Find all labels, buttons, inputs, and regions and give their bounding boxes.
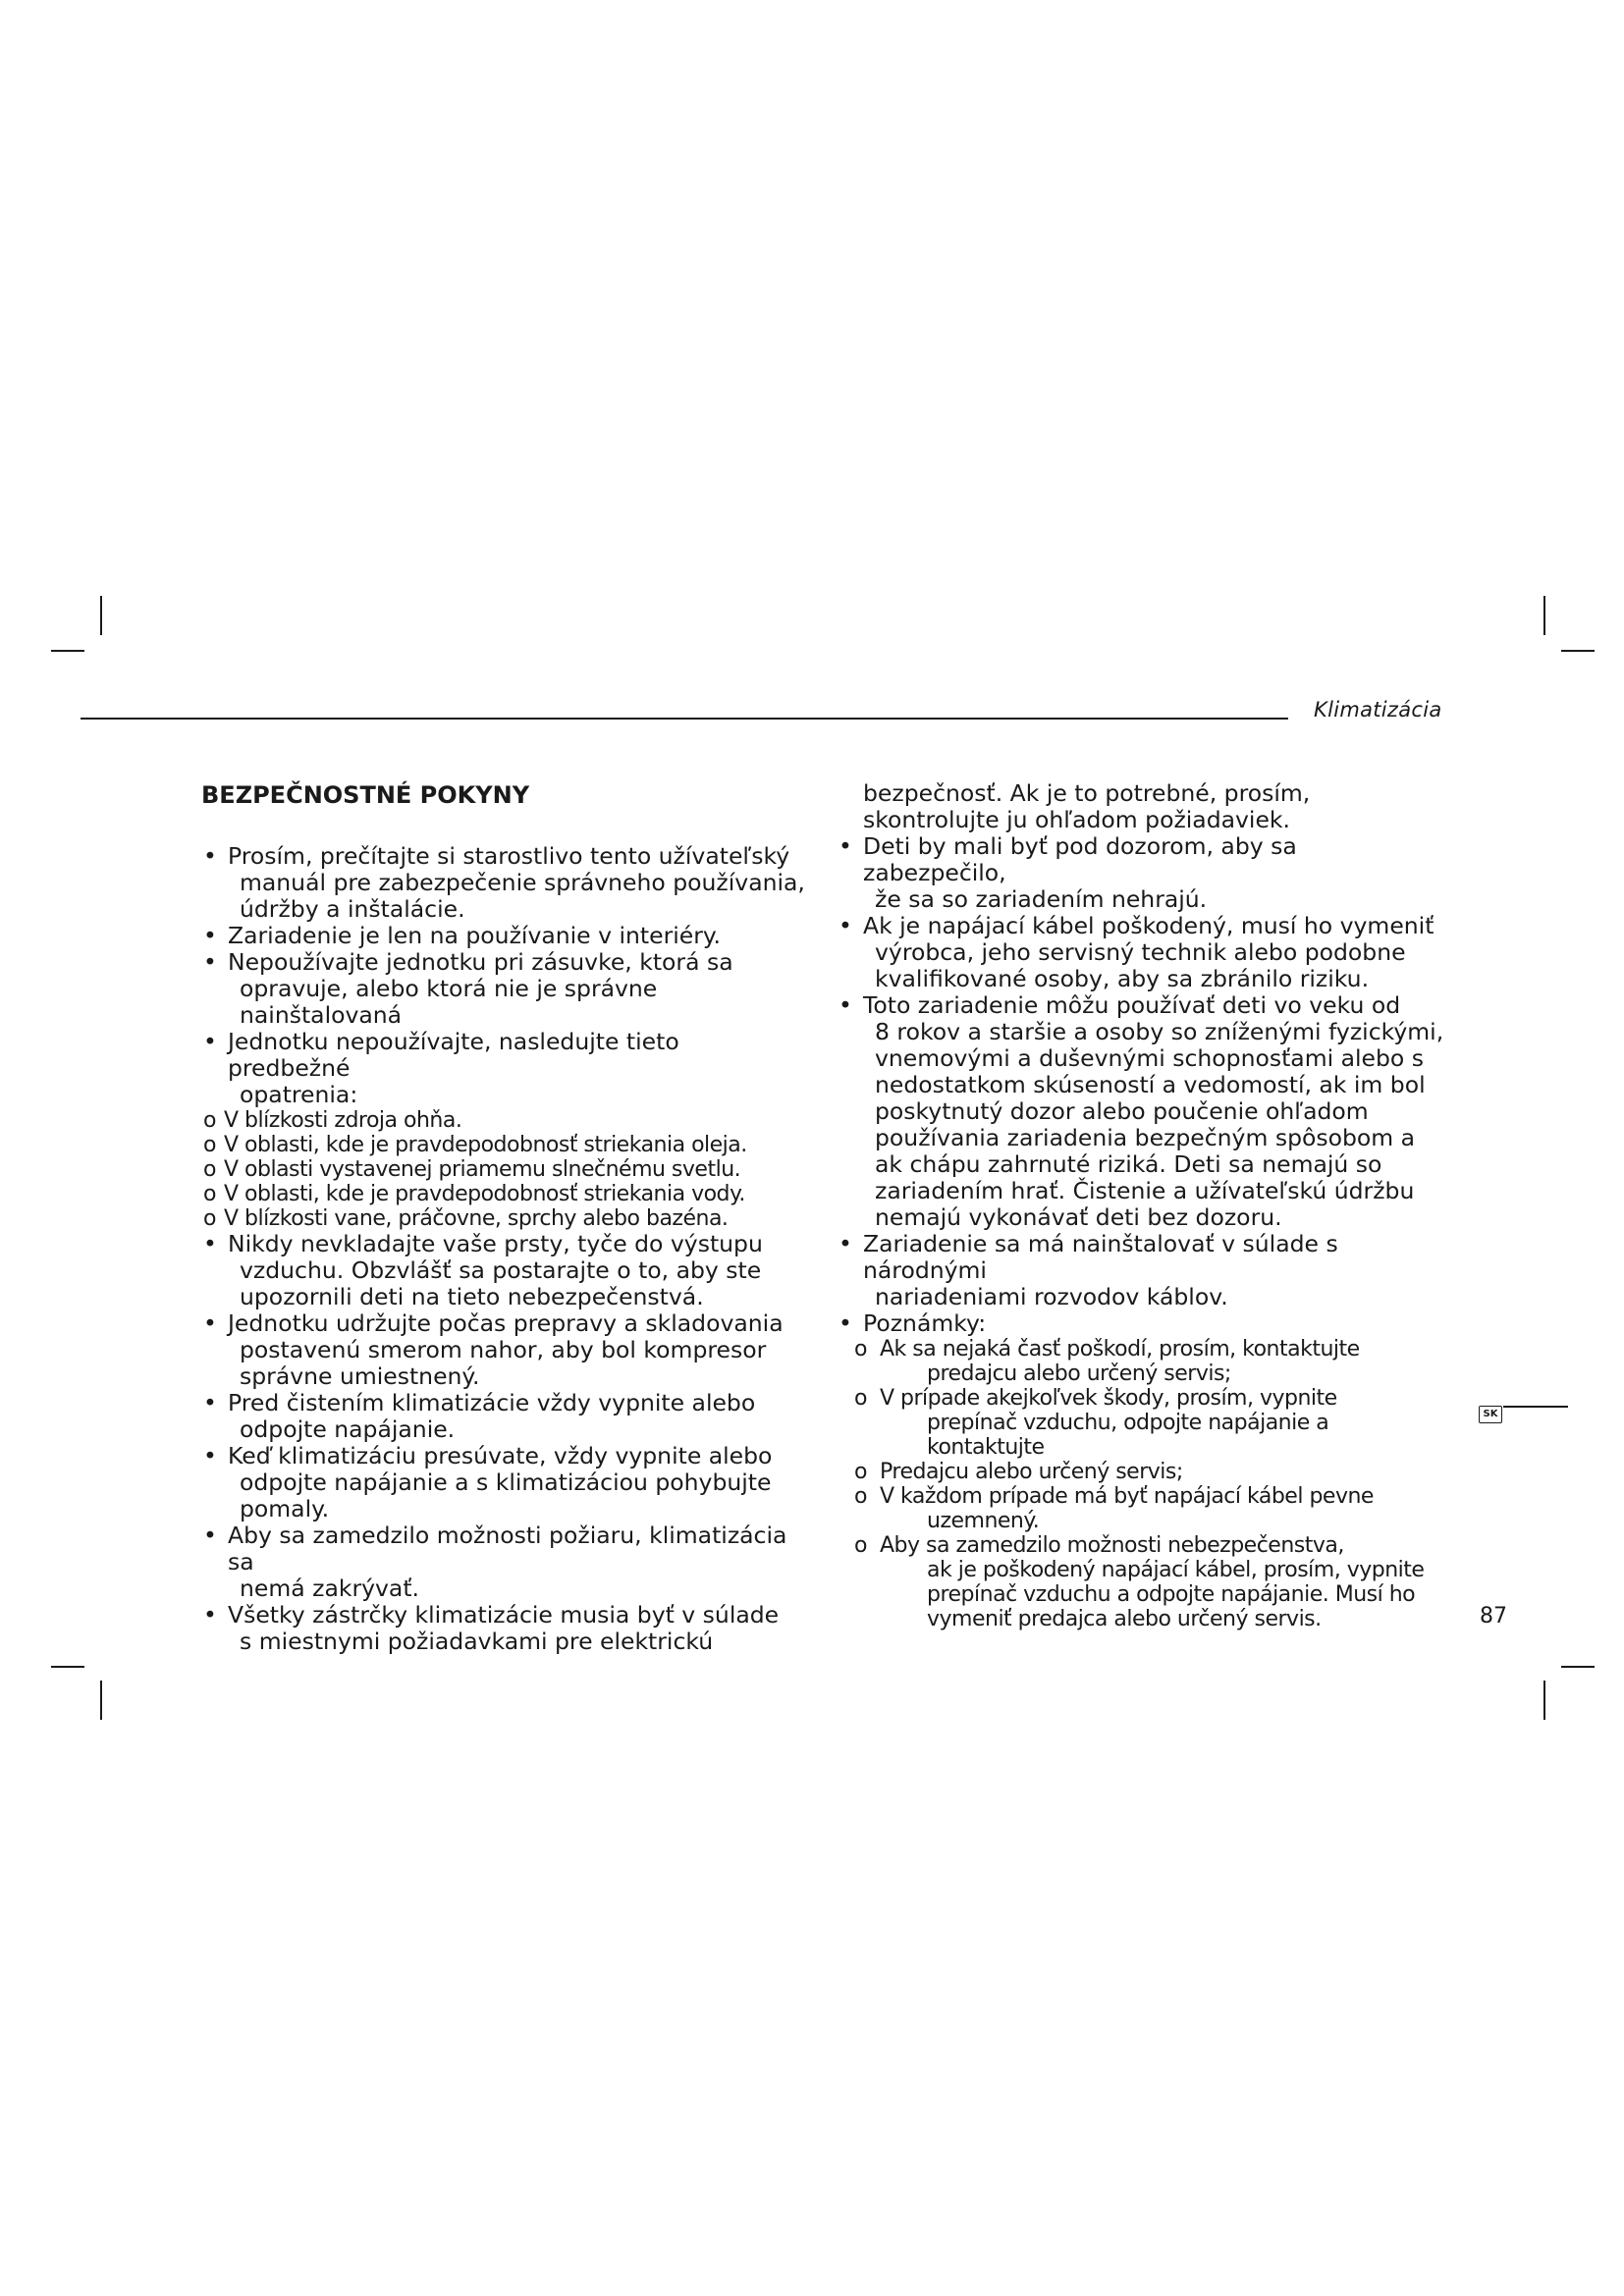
sub-bullet-marker: o (203, 1157, 217, 1182)
list-item-continuation: odpojte napájanie. (240, 1415, 456, 1443)
list-item-text: V blízkosti zdroja ohňa. (224, 1108, 462, 1133)
list-item (201, 923, 805, 949)
sub-bullet-marker: o (854, 1337, 868, 1362)
list-item-text: Nikdy nevkladajte vaše prsty, tyče do výstupu (228, 1230, 763, 1257)
list-item-continuation: predajcu alebo určený servis; (927, 1362, 1231, 1386)
crop-mark (1561, 650, 1595, 652)
list-item-text: V každom prípade má byť napájací kábel pevne (880, 1484, 1374, 1509)
list-item-continuation: postavenú smerom nahor, aby bol kompresor správne umiestnený. (240, 1336, 767, 1390)
crop-mark (1543, 596, 1545, 635)
bullet-marker: • (203, 1230, 217, 1257)
list-item-text: V prípade akejkoľvek škody, prosím, vypnite (880, 1386, 1337, 1411)
list-item-text: Pred čistením klimatizácie vždy vypnite alebo (228, 1389, 756, 1416)
sub-list-item (201, 1157, 805, 1182)
bullet-marker: • (839, 912, 852, 939)
bullet-marker: • (203, 1601, 217, 1629)
list-item-text: Jednotku nepoužívajte, nasledujte tieto predbežné (228, 1028, 679, 1082)
sub-bullet-marker: o (203, 1133, 217, 1157)
list-item-continuation: ak je poškodený napájací kábel, prosím, vypnite prepínač vzduchu a odpojte napájanie. Musí ho vymeniť predajca alebo určený servis. (927, 1558, 1425, 1631)
sub-list-item (837, 1386, 1445, 1460)
list-item (201, 1602, 805, 1655)
list-item-text: Zariadenie sa má nainštalovať v súlade s národnými (863, 1230, 1338, 1284)
bullet-marker: • (203, 1442, 217, 1469)
sub-bullet-marker: o (854, 1484, 868, 1509)
language-tab: SK (1479, 1406, 1502, 1423)
sub-list-item (837, 1460, 1445, 1484)
crop-mark (1543, 1681, 1545, 1720)
bullet-marker: • (839, 1230, 852, 1257)
list-item-text: V oblasti, kde je pravdepodobnosť striekania oleja. (224, 1133, 747, 1157)
list-item-continuation: uzemnený. (927, 1509, 1040, 1533)
list-item (201, 1390, 805, 1443)
list-item-continuation: nemá zakrývať. (240, 1575, 420, 1602)
list-item (201, 843, 805, 923)
list-item-continuation: s miestnymi požiadavkami pre elektrickú (240, 1628, 714, 1655)
list-item-continuation: opatrenia: (240, 1081, 358, 1108)
sub-bullet-marker: o (203, 1108, 217, 1133)
bullet-marker: • (203, 922, 217, 949)
list-item-text: Všetky zástrčky klimatizácie musia byť v súlade (228, 1601, 780, 1629)
sub-bullet-marker: o (203, 1182, 217, 1206)
list-item-continuation: že sa so zariadením nehrajú. (875, 885, 1208, 913)
list-item (201, 1443, 805, 1522)
list-item (837, 1231, 1445, 1310)
list-item-text: Nepoužívajte jednotku pri zásuvke, ktorá sa (228, 948, 733, 976)
crop-mark (100, 1681, 102, 1720)
list-item-text: Jednotku udržujte počas prepravy a skladovania (228, 1309, 784, 1337)
sub-list-item (837, 1484, 1445, 1533)
list-item (837, 913, 1445, 992)
list-item-text: Prosím, prečítajte si starostlivo tento užívateľský (228, 842, 790, 870)
bullet-marker: • (203, 1389, 217, 1416)
list-item-text: V oblasti vystavenej priamemu slnečnému svetlu. (224, 1157, 741, 1182)
language-tab-line (1503, 1406, 1568, 1408)
list-item (837, 992, 1445, 1231)
sub-bullet-marker: o (854, 1460, 868, 1484)
bullet-marker: • (203, 1309, 217, 1337)
bullet-marker: • (203, 1522, 217, 1549)
list-item-text: Keď klimatizáciu presúvate, vždy vypnite alebo (228, 1442, 773, 1469)
list-item-text: Poznámky: (863, 1309, 987, 1337)
right-column (837, 780, 1445, 1631)
list-item (201, 1310, 805, 1390)
bullet-marker: • (839, 1309, 852, 1337)
list-item-text: Ak je napájací kábel poškodený, musí ho vymeniť (863, 912, 1435, 939)
list-item-text: Predajcu alebo určený servis; (880, 1460, 1183, 1484)
sub-list-item (201, 1133, 805, 1157)
running-header-title: Klimatizácia (1314, 698, 1442, 721)
list-item (201, 1029, 805, 1108)
list-item-text: Toto zariadenie môžu používať deti vo veku od (863, 991, 1401, 1019)
bullet-marker: • (203, 948, 217, 976)
sub-list-item (201, 1206, 805, 1231)
crop-mark (51, 1666, 84, 1668)
crop-mark (51, 650, 84, 652)
safety-list-left (201, 843, 805, 1655)
list-item-continuation: 8 rokov a staršie a osoby so zníženými fyzickými, vnemovými a duševnými schopnosťami alebo s nedostatkom skúseností a vedomostí, ak im bol poskytnutý dozor alebo poučenie ohľadom používania zariadenia bezpečným spôsobom a ak chápu zahrnuté riziká. Deti sa nemajú so zariadením hrať. Čistenie a užívateľskú údržbu nemajú vykonávať deti bez dozoru. (875, 1018, 1444, 1231)
bullet-marker: • (203, 842, 217, 870)
list-item-text: Deti by mali byť pod dozorom, aby sa zabezpečilo, (863, 832, 1297, 886)
bullet-marker: • (203, 1028, 217, 1055)
list-item-text: Zariadenie je len na používanie v interiéry. (228, 922, 721, 949)
list-item (201, 1231, 805, 1310)
list-item (837, 833, 1445, 913)
sub-list-item (837, 1337, 1445, 1386)
list-item-continuation: nariadeniami rozvodov káblov. (875, 1283, 1228, 1310)
safety-list-right (837, 833, 1445, 1631)
sub-bullet-marker: o (203, 1206, 217, 1231)
left-column (201, 780, 805, 1655)
list-item-continuation: prepínač vzduchu, odpojte napájanie a kontaktujte (927, 1411, 1329, 1460)
list-item (201, 949, 805, 1029)
header-rule (81, 718, 1288, 720)
sub-bullet-marker: o (854, 1533, 868, 1558)
list-item-text: Aby sa zamedzilo možnosti nebezpečenstva, (880, 1533, 1344, 1558)
list-item (837, 1310, 1445, 1337)
bullet-marker: • (839, 991, 852, 1019)
section-heading: BEZPEČNOSTNÉ POKYNY (201, 781, 530, 809)
list-item-text: V blízkosti vane, práčovne, sprchy alebo bazéna. (224, 1206, 729, 1231)
crop-mark (100, 596, 102, 635)
sub-list-item (201, 1182, 805, 1206)
bullet-marker: • (839, 832, 852, 860)
list-item-continuation: odpojte napájanie a s klimatizáciou pohybujte pomaly. (240, 1468, 772, 1522)
crop-mark (1561, 1666, 1595, 1668)
sub-bullet-marker: o (854, 1386, 868, 1411)
sub-list-item (837, 1533, 1445, 1631)
list-item-continuation: výrobca, jeho servisný technik alebo podobne kvalifikované osoby, aby sa zbránilo riziku. (875, 938, 1406, 992)
list-item-text: Aby sa zamedzilo možnosti požiaru, klimatizácia sa (228, 1522, 787, 1575)
list-item-continuation: opravuje, alebo ktorá nie je správne nainštalovaná (240, 975, 658, 1029)
list-item (201, 1522, 805, 1602)
list-item-text: V oblasti, kde je pravdepodobnosť striekania vody. (224, 1182, 745, 1206)
sub-list-item (201, 1108, 805, 1133)
list-item-continuation: manuál pre zabezpečenie správneho používania, údržby a inštalácie. (240, 869, 805, 923)
continued-paragraph: bezpečnosť. Ak je to potrebné, prosím, skontrolujte ju ohľadom požiadaviek. (863, 779, 1311, 833)
list-item-continuation: vzduchu. Obzvlášť sa postarajte o to, aby ste upozornili deti na tieto nebezpečenstvá. (240, 1256, 762, 1310)
list-item-text: Ak sa nejaká časť poškodí, prosím, kontaktujte (880, 1337, 1360, 1362)
page-number: 87 (1480, 1604, 1507, 1629)
